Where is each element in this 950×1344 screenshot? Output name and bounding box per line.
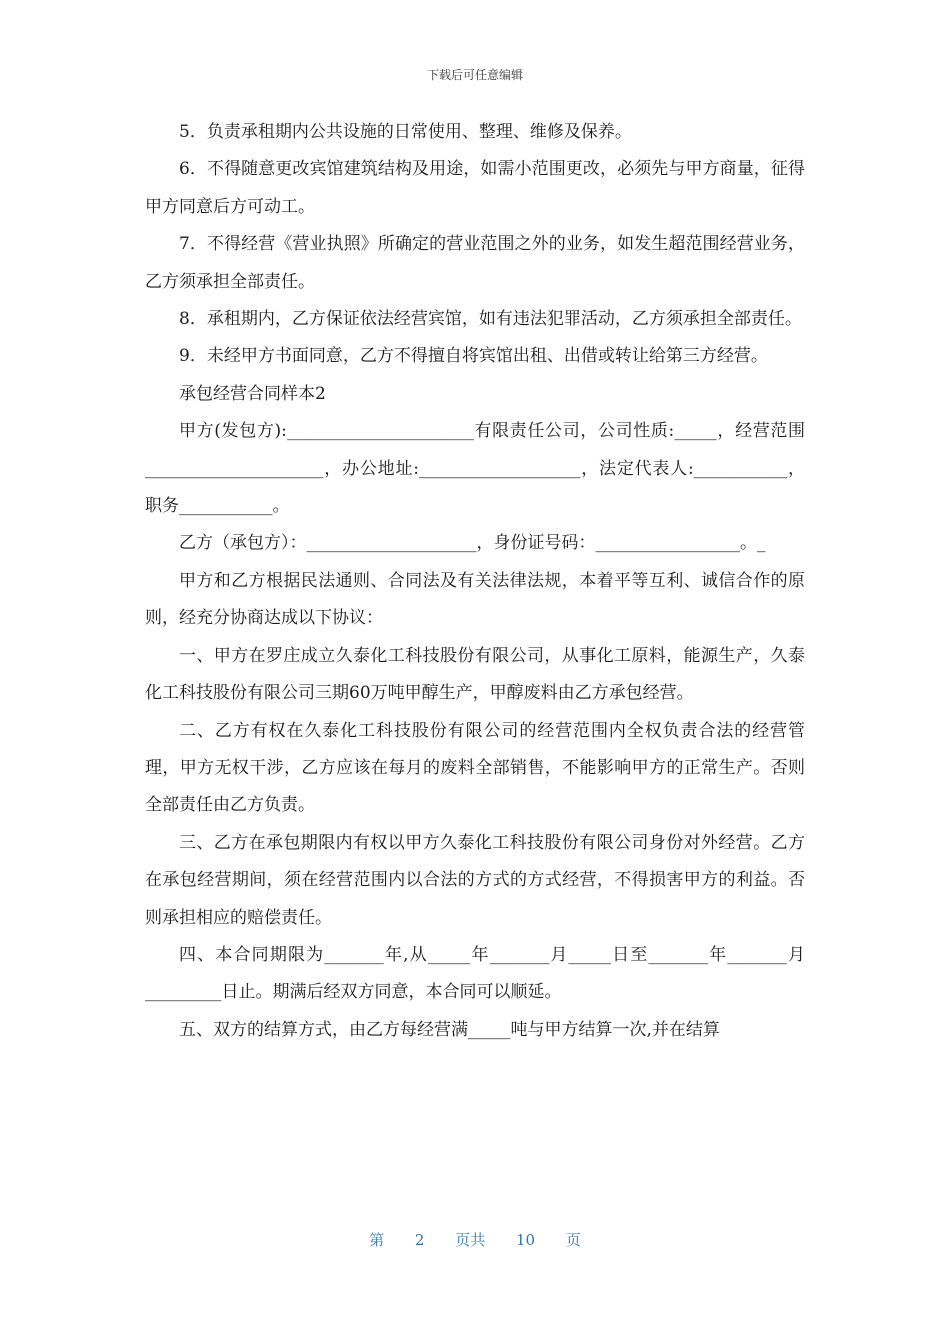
paragraph: 7．不得经营《营业执照》所确定的营业范围之外的业务，如发生超范围经营业务，乙方须承担全部责任。 bbox=[145, 234, 805, 292]
footer-prefix: 第 bbox=[369, 1231, 385, 1249]
paragraph: 甲方和乙方根据民法通则、合同法及有关法律法规，本着平等互利、诚信合作的原则，经充分协商达成以下协议： bbox=[145, 570, 805, 629]
footer-middle: 页共 bbox=[455, 1231, 486, 1249]
paragraph: 甲方(发包方):______________________有限责任公司，公司性质:_____，经营范围_____________________，办公地址:___________________，法定代表人:___________，职务___________。 bbox=[145, 421, 806, 517]
paragraph: 四、本合同期限为_______年,从_____年_______月_____日至_______年_______月_________日止。期满后经双方同意，本合同可以顺延。 bbox=[145, 944, 805, 1003]
paragraph: 5．负责承租期内公共设施的日常使用、整理、维修及保养。 bbox=[179, 122, 632, 142]
paragraph: 二、乙方有权在久泰化工科技股份有限公司的经营范围内全权负责合法的经营管理，甲方无权干涉，乙方应该在每月的废料全部销售，不能影响甲方的正常生产。否则全部责任由乙方负责。 bbox=[145, 720, 805, 816]
footer-suffix: 页 bbox=[565, 1231, 581, 1249]
page-footer bbox=[0, 1229, 950, 1250]
page-header-note: 下载后可任意编辑 bbox=[426, 68, 523, 82]
paragraph: 8．承租期内，乙方保证依法经营宾馆，如有违法犯罪活动，乙方须承担全部责任。 bbox=[179, 309, 802, 330]
paragraph: 一、甲方在罗庄成立久泰化工科技股份有限公司，从事化工原料，能源生产，久泰化工科技股份有限公司三期60万吨甲醇生产，甲醇废料由乙方承包经营。 bbox=[145, 645, 805, 704]
section-title: 承包经营合同样本2 bbox=[179, 383, 326, 404]
paragraph: 五、双方的结算方式，由乙方每经营满_____吨与甲方结算一次,并在结算 bbox=[179, 1019, 720, 1040]
paragraph: 三、乙方在承包期限内有权以甲方久泰化工科技股份有限公司身份对外经营。乙方在承包经营期间，须在经营范围内以合法的方式的方式经营，不得损害甲方的利益。否则承担相应的赔偿责任。 bbox=[145, 832, 805, 928]
footer-total-pages: 10 bbox=[516, 1231, 536, 1249]
paragraph: 乙方（承包方）：____________________，身份证号码：_________________。_ bbox=[179, 533, 766, 554]
paragraph: 9．未经甲方书面同意，乙方不得擅自将宾馆出租、出借或转让给第三方经营。 bbox=[179, 346, 768, 367]
paragraph: 6．不得随意更改宾馆建筑结构及用途，如需小范围更改，必须先与甲方商量，征得甲方同意后方可动工。 bbox=[145, 159, 805, 217]
footer-page-number: 2 bbox=[414, 1231, 425, 1249]
document-body bbox=[145, 114, 805, 1049]
